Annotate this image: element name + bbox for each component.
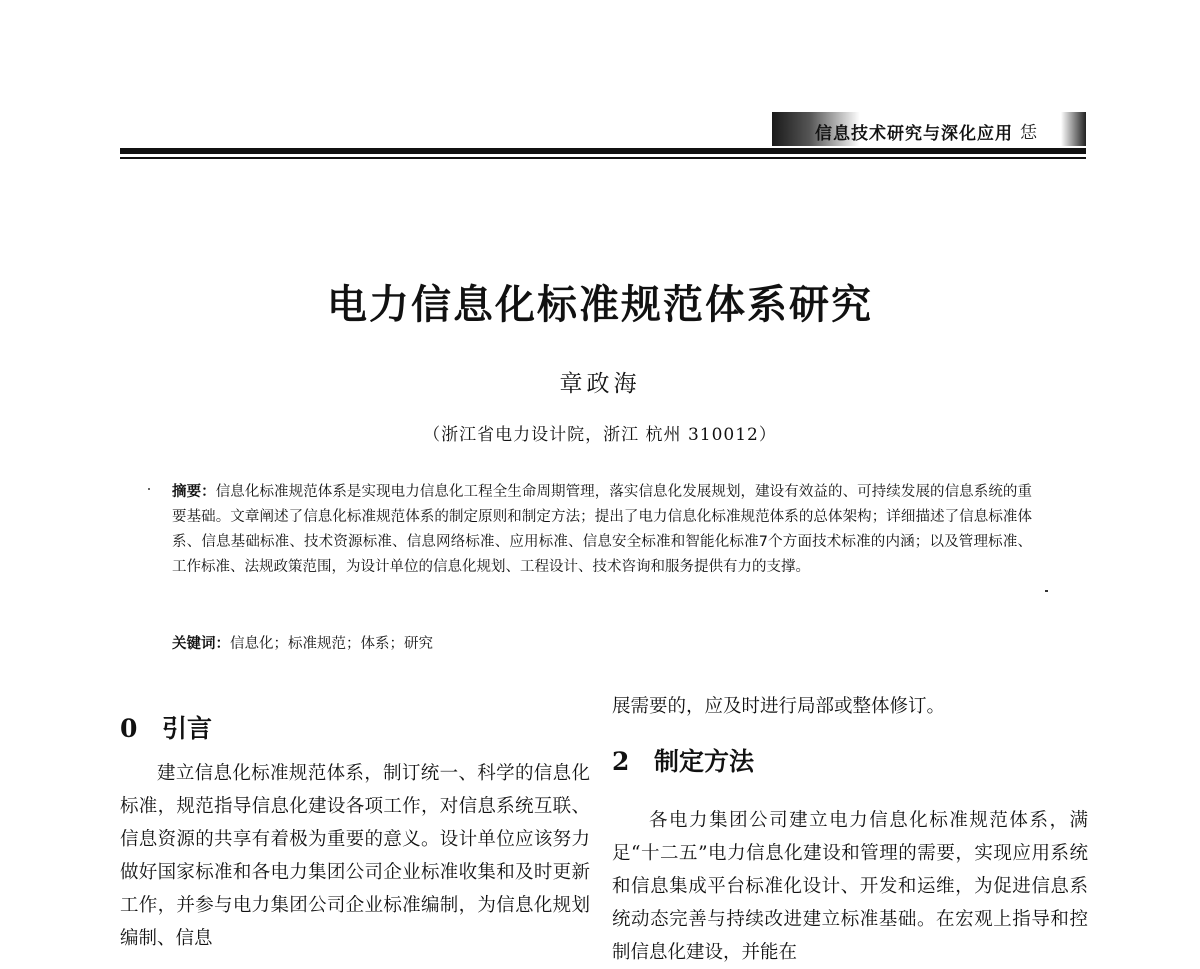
header-rule-thick <box>120 148 1086 154</box>
abstract-label: 摘要： <box>172 484 216 500</box>
page-number-glyph: 恁 <box>1020 123 1037 143</box>
journal-section-label: 信息技术研究与深化应用 <box>815 124 1013 144</box>
header-rule-thin <box>120 157 1086 159</box>
section-heading-method <box>612 745 1088 778</box>
method-paragraph: 各电力集团公司建立电力信息化标准规范体系，满足“十二五”电力信息化建设和管理的需要，实现应用系统和信息集成平台标准化设计、开发和运维，为促进信息系统动态完善与持续改进建立标准基础。在宏观上指导和控制信息化建设，并能在 <box>612 810 1088 963</box>
intro-paragraph: 建立信息化标准规范体系，制订统一、科学的信息化标准，规范指导信息化建设各项工作，对信息系统互联、信息资源的共享有着极为重要的意义。设计单位应该努力做好国家标准和各电力集团公司企业标准收集和及时更新工作，并参与电力集团公司企业标准编制，为信息化规划编制、信息 <box>120 763 590 949</box>
keywords <box>172 632 1032 657</box>
section-title: 制定方法 <box>654 747 755 776</box>
article-title: 电力信息化标准规范体系研究 <box>327 281 873 328</box>
article-author: 章政海 <box>559 371 641 397</box>
section-heading-intro <box>120 712 590 745</box>
section-title: 引言 <box>162 714 213 743</box>
continued-paragraph: 展需要的，应及时进行局部或整体修订。 <box>612 696 946 717</box>
scan-speck <box>1045 590 1048 592</box>
keywords-label: 关键词： <box>172 636 230 652</box>
section-number: 2 <box>612 747 630 776</box>
author-affiliation: （浙江省电力设计院，浙江 杭州 310012） <box>423 425 777 445</box>
abstract <box>172 480 1032 580</box>
keywords-text: 信息化；标准规范；体系；研究 <box>230 636 433 652</box>
scan-speck <box>148 488 150 490</box>
right-column <box>612 690 1088 969</box>
abstract-text: 信息化标准规范体系是实现电力信息化工程全生命周期管理，落实信息化发展规划，建设有效益的、可持续发展的信息系统的重要基础。文章阐述了信息化标准规范体系的制定原则和制定方法；提出了电力信息化标准规范体系的总体架构；详细描述了信息标准体系、信息基础标准、技术资源标准、信息网络标准、应用标准、信息安全标准和智能化标准7个方面技术标准的内涵；以及管理标准、工作标准、法规政策范围，为设计单位的信息化规划、工程设计、技术咨询和服务提供有力的支撑。 <box>172 484 1032 575</box>
section-number: 0 <box>120 714 138 743</box>
left-column <box>120 712 590 955</box>
